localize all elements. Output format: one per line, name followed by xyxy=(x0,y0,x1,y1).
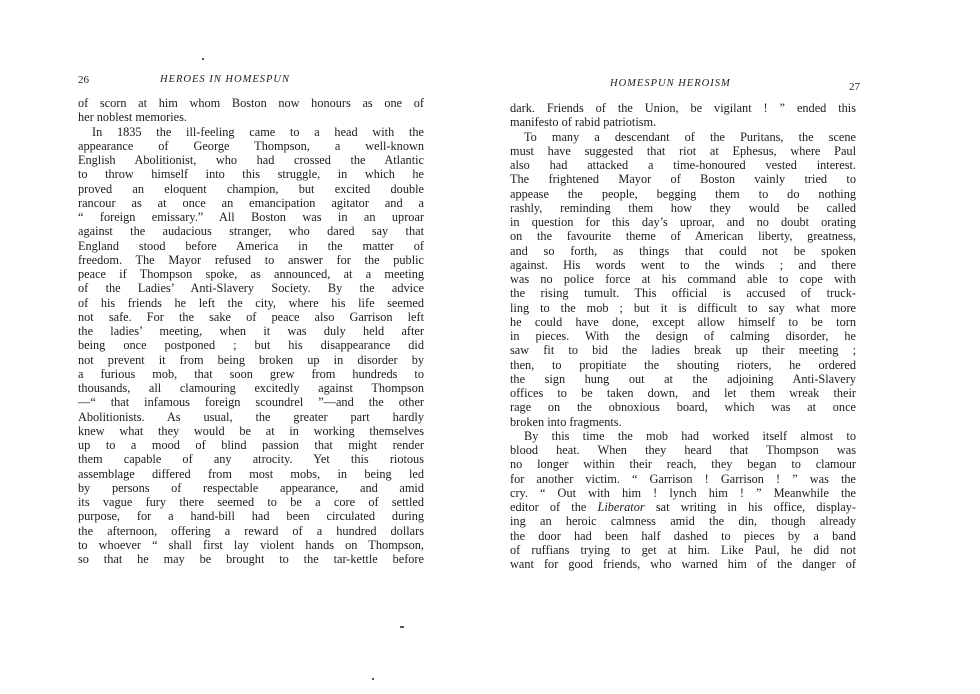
text-line: English Abolitionist, who had crossed the Atlantic xyxy=(78,153,424,167)
text-line: want for good friends, who warned him of the danger of xyxy=(510,557,856,571)
scan-speck xyxy=(372,678,374,680)
text-line: a furious mob, that soon grew from hundreds to xyxy=(78,366,424,381)
text-line: of the Ladies’ Anti-Slavery Society. By the advice xyxy=(78,281,424,296)
text-line: of ruffians trying to get at him. Like Paul, he did not xyxy=(510,542,856,557)
text-line: in pieces. With the design of calming disorder, he xyxy=(510,329,856,343)
text-line: her noblest memories. xyxy=(78,110,187,125)
text-line: for another victim. “ Garrison ! Garrison ! ” was the xyxy=(510,471,856,486)
text-line: broken into fragments. xyxy=(510,414,622,429)
text-line: knew what they would be at in working themselves xyxy=(78,423,424,438)
text-line: appearance of George Thompson, a well-known xyxy=(78,138,424,153)
text-line: the ladies’ meeting, when it was duly held after xyxy=(78,324,424,338)
text-line xyxy=(510,500,856,514)
text-line: the afternoon, offering a reward of a hundred dollars xyxy=(78,523,424,538)
text-line: thousands, all clamouring excitedly against Thompson xyxy=(78,381,424,395)
text-line: ling to the mob ; but it is difficult to say what more xyxy=(510,300,856,315)
right-running-head: HOMESPUN HEROISM xyxy=(610,78,731,89)
text-line: in question for this day’s uproar, and no doubt orating xyxy=(510,215,856,229)
text-line: up to a mood of blind passion that might render xyxy=(78,438,424,452)
text-line: of his friends he left the city, where his life seemed xyxy=(78,295,424,310)
text-line: not safe. For the sake of peace also Garrison left xyxy=(78,309,424,324)
left-page-header xyxy=(78,74,424,90)
text-line: must have suggested that riot at Ephesus, where Paul xyxy=(510,143,856,158)
text-line: —“ that infamous foreign scoundrel ”—and the other xyxy=(78,395,424,410)
text-line: the sign hung out at the adjoining Anti-Slavery xyxy=(510,371,856,386)
text-line: so that he may be brought to the tar-kettle before xyxy=(78,552,424,566)
text-line: appease the people, begging them to do nothing xyxy=(510,186,856,201)
text-line: manifesto of rabid patriotism. xyxy=(510,115,657,130)
scan-speck xyxy=(202,58,204,60)
text-line: To many a descendant of the Puritans, the scene xyxy=(524,129,856,144)
text-line: them capable of any atrocity. Yet this riotous xyxy=(78,452,424,467)
text-line: the door had been half dashed to pieces by a band xyxy=(510,528,856,543)
text-line: rage on the obnoxious board, which was at once xyxy=(510,400,856,415)
text-line: “ foreign emissary.” All Boston was in an uproar xyxy=(78,210,424,224)
text-line: to throw himself into this struggle, in which he xyxy=(78,167,424,182)
text-line: cry. “ Out with him ! lynch him ! ” Meanwhile the xyxy=(510,485,856,500)
text-line: Abolitionists. As usual, the greater part hardly xyxy=(78,409,424,424)
text-line: against. His words went to the winds ; and there xyxy=(510,257,856,272)
text-line: By this time the mob had worked itself almost to xyxy=(524,428,856,443)
text-line: proved an eloquent champion, but excited double xyxy=(78,181,424,196)
text-line: offices to be taken down, and let them wreak their xyxy=(510,386,856,400)
text-line: and so forth, as things that could not be spoken xyxy=(510,243,856,258)
text-line: purpose, for a hand-bill had been circulated during xyxy=(78,509,424,524)
text-line: blood heat. When they heard that Thompson was xyxy=(510,443,856,457)
italic-title: Liberator xyxy=(597,500,645,514)
right-page-body xyxy=(510,101,856,571)
text-line: freedom. The Mayor refused to answer for the public xyxy=(78,252,424,267)
text-segment: editor of the xyxy=(510,500,598,514)
text-line: against the audacious stranger, who dared say that xyxy=(78,224,424,239)
text-line: the rising tumult. This official is accused of truck- xyxy=(510,286,856,301)
text-line: assemblage differed from most mobs, in being led xyxy=(78,466,424,481)
scan-speck xyxy=(400,626,404,628)
text-line: dark. Friends of the Union, be vigilant ! ” ended this xyxy=(510,101,856,115)
text-line: of scorn at him whom Boston now honours as one of xyxy=(78,96,424,110)
text-line: peace if Thompson spoke, as announced, at a meeting xyxy=(78,267,424,281)
text-line: not prevent it from being broken up in disorder by xyxy=(78,352,424,367)
text-line: on the favourite theme of American liberty, greatness, xyxy=(510,229,856,244)
text-line: also had attacked a time-honoured vested interest. xyxy=(510,158,856,172)
right-page-header xyxy=(510,78,860,94)
text-line: being once postponed ; but his disappearance did xyxy=(78,338,424,353)
text-line: no longer within their reach, they began to clamour xyxy=(510,457,856,472)
text-line: its vague fury there seemed to be a core of settled xyxy=(78,495,424,509)
text-line: rashly, reminding them how they would be called xyxy=(510,200,856,215)
left-running-head: HEROES IN HOMESPUN xyxy=(160,74,290,85)
text-line: by persons of respectable appearance, and amid xyxy=(78,480,424,495)
text-line: saw fit to bid the ladies break up their meeting ; xyxy=(510,343,856,358)
text-line: ing an heroic calmness amid the din, though already xyxy=(510,514,856,529)
text-line: The frightened Mayor of Boston vainly tried to xyxy=(510,172,856,187)
text-line: rancour as at once an emancipation agitator and a xyxy=(78,195,424,210)
left-page-number: 26 xyxy=(78,74,89,86)
right-page-number: 27 xyxy=(849,81,860,93)
text-segment: sat writing in his office, display- xyxy=(644,500,856,514)
text-line: was no police force at his command able to cope with xyxy=(510,272,856,286)
text-line: then, to propitiate the shouting rioters, he ordered xyxy=(510,357,856,372)
text-line: to whoever “ shall first lay violent hands on Thompson, xyxy=(78,537,424,552)
text-line: In 1835 the ill-feeling came to a head with the xyxy=(92,124,424,139)
text-line: England stood before America in the matter of xyxy=(78,238,424,253)
text-line: he could have done, except allow himself to be torn xyxy=(510,314,856,329)
left-page-body xyxy=(78,96,424,566)
